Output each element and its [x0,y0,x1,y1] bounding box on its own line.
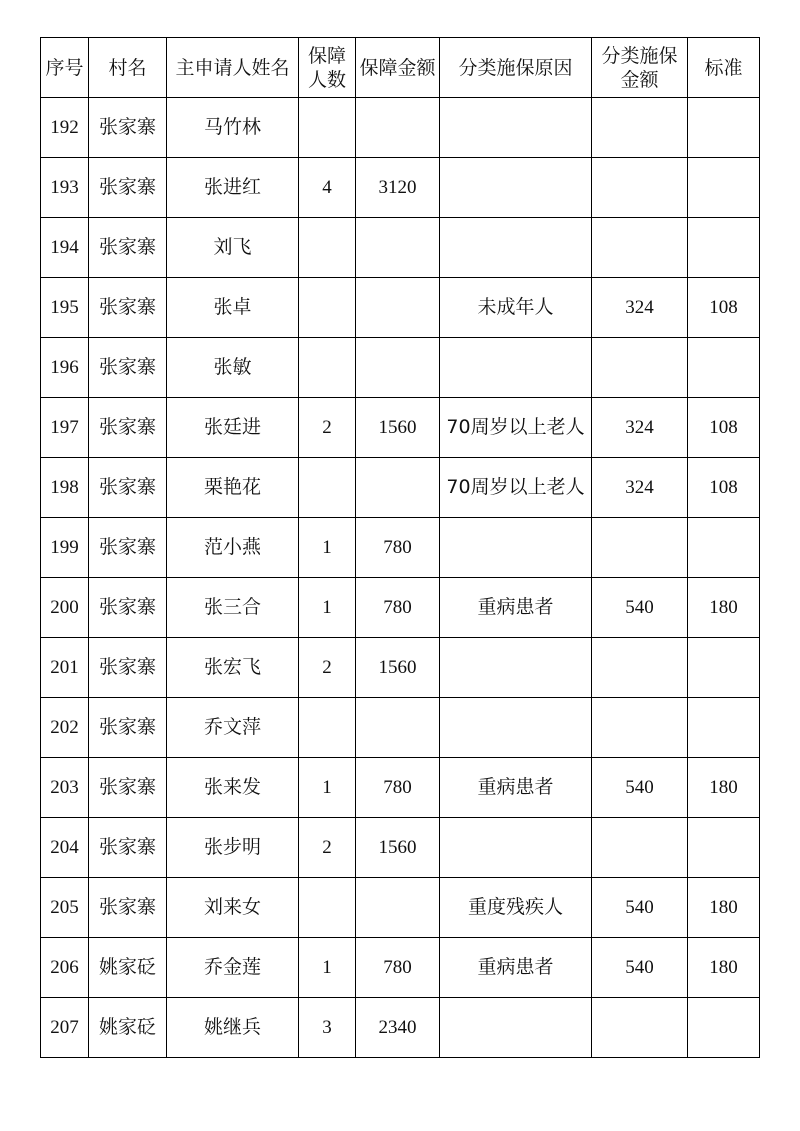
table-row [41,698,760,758]
standard-cell [688,218,760,278]
applicant-name-cell: 张廷进 [167,398,299,458]
table-row [41,938,760,998]
people-count-cell: 2 [299,818,356,878]
category-reason-cell [440,158,592,218]
category-reason-cell: 重病患者 [440,578,592,638]
people-count-cell [299,98,356,158]
amount-cell [356,458,440,518]
standard-cell [688,638,760,698]
village-cell: 张家寨 [89,878,167,938]
seq-cell: 199 [41,518,89,578]
applicant-name-cell: 张来发 [167,758,299,818]
seq-cell: 204 [41,818,89,878]
category-amount-cell [592,698,688,758]
header-amount: 保障金额 [356,38,440,98]
header-standard: 标准 [688,38,760,98]
table-row [41,158,760,218]
seq-cell: 207 [41,998,89,1058]
applicant-name-cell: 张三合 [167,578,299,638]
applicant-name-cell: 乔文萍 [167,698,299,758]
standard-cell: 180 [688,578,760,638]
people-count-cell: 4 [299,158,356,218]
category-reason-cell [440,818,592,878]
category-amount-cell: 540 [592,758,688,818]
category-amount-cell [592,98,688,158]
seq-cell: 198 [41,458,89,518]
standard-cell: 108 [688,278,760,338]
category-reason-cell [440,338,592,398]
category-reason-cell [440,698,592,758]
category-amount-cell [592,818,688,878]
header-village: 村名 [89,38,167,98]
table-row [41,818,760,878]
applicant-name-cell: 姚继兵 [167,998,299,1058]
table-body [41,98,760,1058]
seq-cell: 205 [41,878,89,938]
seq-cell: 202 [41,698,89,758]
standard-cell [688,698,760,758]
table-row [41,278,760,338]
amount-cell [356,98,440,158]
village-cell: 姚家砭 [89,998,167,1058]
village-cell: 张家寨 [89,218,167,278]
applicant-name-cell: 马竹林 [167,98,299,158]
standard-cell: 180 [688,938,760,998]
category-amount-cell [592,518,688,578]
applicant-name-cell: 刘来女 [167,878,299,938]
table-row [41,458,760,518]
category-amount-cell: 540 [592,578,688,638]
standard-cell [688,158,760,218]
table-row [41,998,760,1058]
header-row [41,38,760,98]
category-reason-cell: 70周岁以上老人 [440,458,592,518]
amount-cell: 780 [356,758,440,818]
village-cell: 张家寨 [89,398,167,458]
category-amount-cell [592,998,688,1058]
amount-cell [356,218,440,278]
amount-cell [356,878,440,938]
amount-cell [356,278,440,338]
amount-cell: 3120 [356,158,440,218]
table-row [41,338,760,398]
standard-cell [688,818,760,878]
category-reason-cell [440,98,592,158]
people-count-cell: 1 [299,758,356,818]
table-row [41,638,760,698]
category-amount-cell: 324 [592,398,688,458]
seq-cell: 196 [41,338,89,398]
category-amount-cell [592,218,688,278]
village-cell: 张家寨 [89,578,167,638]
village-cell: 张家寨 [89,98,167,158]
header-category-reason: 分类施保原因 [440,38,592,98]
table-row [41,878,760,938]
amount-cell: 1560 [356,818,440,878]
category-reason-cell: 未成年人 [440,278,592,338]
village-cell: 张家寨 [89,698,167,758]
village-cell: 张家寨 [89,158,167,218]
standard-cell [688,518,760,578]
subsistence-roster-table [40,37,760,1058]
header-applicant-name: 主申请人姓名 [167,38,299,98]
standard-cell: 108 [688,458,760,518]
standard-cell [688,98,760,158]
village-cell: 张家寨 [89,638,167,698]
village-cell: 姚家砭 [89,938,167,998]
applicant-name-cell: 栗艳花 [167,458,299,518]
people-count-cell: 2 [299,638,356,698]
village-cell: 张家寨 [89,278,167,338]
applicant-name-cell: 刘飞 [167,218,299,278]
people-count-cell [299,698,356,758]
people-count-cell: 1 [299,578,356,638]
category-reason-cell: 重病患者 [440,758,592,818]
seq-cell: 195 [41,278,89,338]
people-count-cell [299,218,356,278]
applicant-name-cell: 张宏飞 [167,638,299,698]
category-amount-cell: 324 [592,278,688,338]
village-cell: 张家寨 [89,758,167,818]
applicant-name-cell: 张步明 [167,818,299,878]
category-reason-cell [440,998,592,1058]
table-row [41,98,760,158]
village-cell: 张家寨 [89,818,167,878]
table-row [41,398,760,458]
category-amount-cell: 540 [592,938,688,998]
people-count-cell: 1 [299,518,356,578]
standard-cell [688,998,760,1058]
people-count-cell: 1 [299,938,356,998]
seq-cell: 200 [41,578,89,638]
category-amount-cell [592,158,688,218]
category-amount-cell: 540 [592,878,688,938]
people-count-cell [299,878,356,938]
people-count-cell [299,458,356,518]
standard-cell [688,338,760,398]
applicant-name-cell: 张敏 [167,338,299,398]
category-reason-cell: 70周岁以上老人 [440,398,592,458]
seq-cell: 203 [41,758,89,818]
amount-cell: 2340 [356,998,440,1058]
table-row [41,578,760,638]
standard-cell: 108 [688,398,760,458]
applicant-name-cell: 乔金莲 [167,938,299,998]
applicant-name-cell: 张卓 [167,278,299,338]
category-reason-cell: 重度残疾人 [440,878,592,938]
seq-cell: 194 [41,218,89,278]
seq-cell: 193 [41,158,89,218]
people-count-cell [299,338,356,398]
table-row [41,218,760,278]
category-reason-cell [440,638,592,698]
category-reason-cell: 重病患者 [440,938,592,998]
seq-cell: 201 [41,638,89,698]
header-seq: 序号 [41,38,89,98]
people-count-cell: 2 [299,398,356,458]
applicant-name-cell: 张进红 [167,158,299,218]
amount-cell [356,698,440,758]
header-people-count: 保障人数 [299,38,356,98]
standard-cell: 180 [688,758,760,818]
category-reason-cell [440,218,592,278]
standard-cell: 180 [688,878,760,938]
amount-cell: 780 [356,938,440,998]
seq-cell: 197 [41,398,89,458]
table-row [41,518,760,578]
village-cell: 张家寨 [89,458,167,518]
category-amount-cell [592,338,688,398]
village-cell: 张家寨 [89,518,167,578]
category-amount-cell [592,638,688,698]
header-category-amount: 分类施保金额 [592,38,688,98]
applicant-name-cell: 范小燕 [167,518,299,578]
category-reason-cell [440,518,592,578]
table-row [41,758,760,818]
category-amount-cell: 324 [592,458,688,518]
people-count-cell: 3 [299,998,356,1058]
amount-cell: 1560 [356,398,440,458]
amount-cell: 1560 [356,638,440,698]
seq-cell: 192 [41,98,89,158]
seq-cell: 206 [41,938,89,998]
people-count-cell [299,278,356,338]
amount-cell: 780 [356,578,440,638]
amount-cell [356,338,440,398]
amount-cell: 780 [356,518,440,578]
village-cell: 张家寨 [89,338,167,398]
